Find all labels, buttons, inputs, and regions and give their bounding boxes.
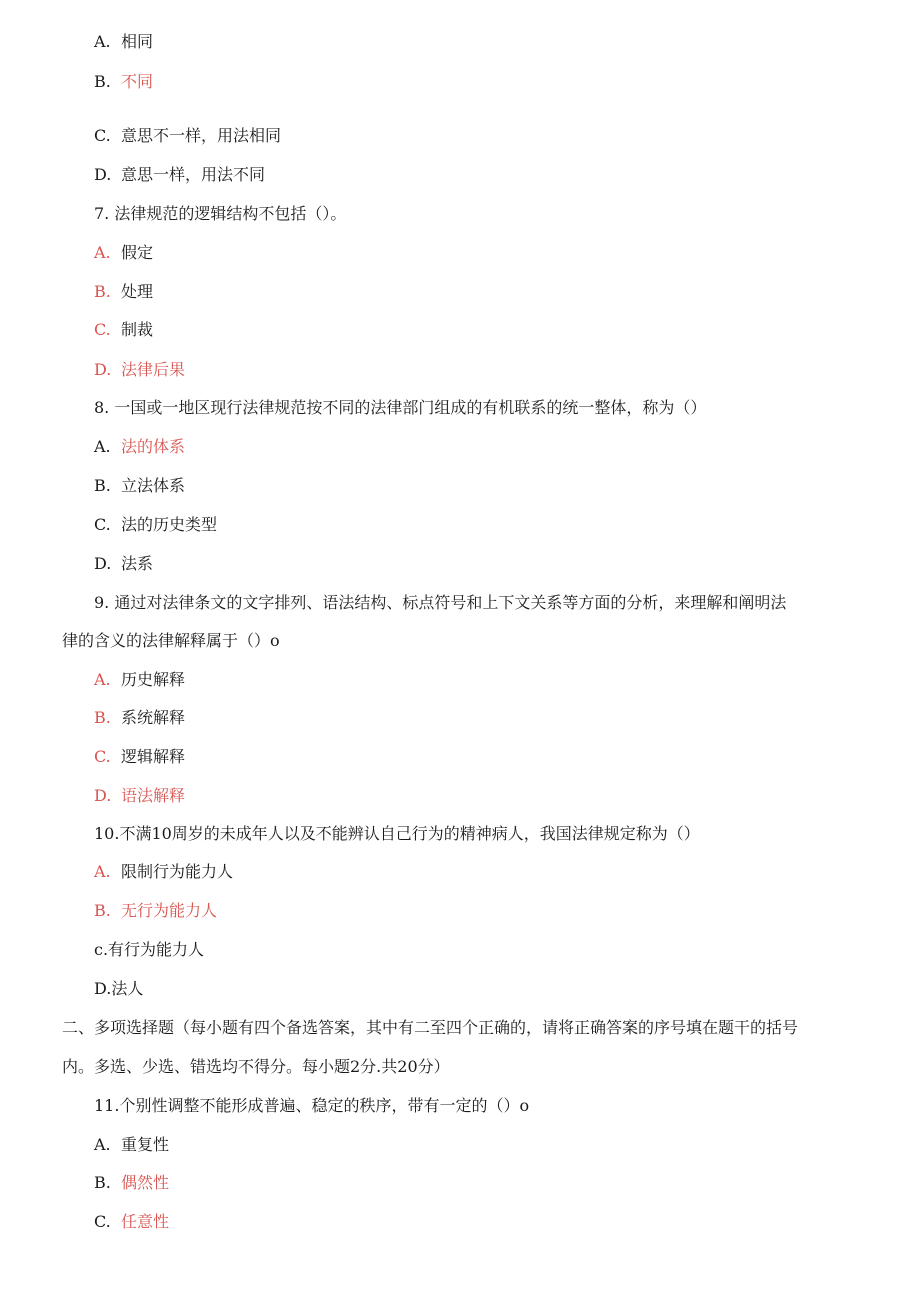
option-letter: A.	[94, 862, 111, 881]
question-continuation: 律的含义的法律解释属于（）o	[62, 631, 280, 650]
answer-option	[94, 554, 153, 574]
question-stem: 7. 法律规范的逻辑结构不包括（）。	[94, 204, 347, 223]
option-text: 系统解释	[121, 708, 186, 727]
option-letter: A.	[94, 670, 111, 689]
option-letter: C.	[94, 747, 111, 766]
option-text: 处理	[121, 282, 154, 301]
question-stem: 8. 一国或一地区现行法律规范按不同的法律部门组成的有机联系的统一整体，称为（）	[94, 398, 707, 417]
answer-option	[94, 72, 153, 92]
option-text: 相同	[121, 32, 154, 51]
answer-option	[94, 515, 217, 535]
option-letter: D.	[94, 786, 112, 805]
answer-option	[94, 670, 185, 690]
option-letter: B.	[94, 901, 111, 920]
option-letter: A.	[94, 1135, 111, 1154]
option-letter: C.	[94, 1212, 111, 1231]
answer-option	[94, 165, 265, 185]
answer-option	[94, 747, 185, 767]
answer-option	[94, 901, 217, 921]
option-letter: C.	[94, 515, 111, 534]
answer-option	[94, 1135, 169, 1155]
option-letter: C.	[94, 126, 111, 145]
option-letter: B.	[94, 72, 111, 91]
option-text: 不同	[121, 72, 154, 91]
option-text: 逻辑解释	[121, 747, 186, 766]
option-text: 立法体系	[121, 476, 186, 495]
option-letter: D.	[94, 360, 112, 379]
answer-option	[94, 360, 185, 380]
section-heading: 二、多项选择题（每小题有四个备选答案，其中有二至四个正确的，请将正确答案的序号填在题干的括号	[62, 1018, 799, 1037]
answer-option	[94, 476, 185, 496]
option-text: 意思一样，用法不同	[121, 165, 266, 184]
option-letter: B.	[94, 708, 111, 727]
option-letter: B.	[94, 476, 111, 495]
option-text: 语法解释	[121, 786, 186, 805]
option-text: 假定	[121, 243, 154, 262]
section-heading: 内。多选、少选、错选均不得分。每小题2分.共20分）	[62, 1057, 450, 1076]
answer-option	[94, 1212, 169, 1232]
answer-option	[94, 786, 185, 806]
answer-option	[94, 708, 185, 728]
option-letter: A.	[94, 32, 111, 51]
option-letter: B.	[94, 282, 111, 301]
answer-option	[94, 32, 153, 52]
option-text: 制裁	[121, 320, 154, 339]
option-text: 偶然性	[121, 1173, 170, 1192]
answer-option: c.有行为能力人	[94, 940, 205, 959]
question-stem: 10.不满10周岁的未成年人以及不能辨认自己行为的精神病人，我国法律规定称为（）	[94, 824, 700, 843]
answer-option	[94, 126, 281, 146]
answer-option	[94, 437, 185, 457]
option-text: 法的历史类型	[121, 515, 218, 534]
option-text: 法的体系	[121, 437, 186, 456]
answer-option	[94, 320, 153, 340]
answer-option	[94, 862, 233, 882]
question-stem: 9. 通过对法律条文的文字排列、语法结构、标点符号和上下文关系等方面的分析，来理解和阐明法	[94, 593, 787, 612]
question-stem: 11.个别性调整不能形成普遍、稳定的秩序，带有一定的（）o	[94, 1096, 530, 1115]
option-text: 重复性	[121, 1135, 170, 1154]
answer-option: D.法人	[94, 979, 144, 998]
option-letter: A.	[94, 243, 111, 262]
answer-option	[94, 282, 153, 302]
option-text: 历史解释	[121, 670, 186, 689]
option-text: 意思不一样，用法相同	[121, 126, 282, 145]
answer-option	[94, 243, 153, 263]
answer-option	[94, 1173, 169, 1193]
option-letter: D.	[94, 165, 112, 184]
option-letter: D.	[94, 554, 112, 573]
option-text: 法律后果	[121, 360, 186, 379]
option-text: 限制行为能力人	[121, 862, 234, 881]
option-letter: B.	[94, 1173, 111, 1192]
option-text: 任意性	[121, 1212, 170, 1231]
option-letter: C.	[94, 320, 111, 339]
option-text: 无行为能力人	[121, 901, 218, 920]
option-text: 法系	[121, 554, 154, 573]
option-letter: A.	[94, 437, 111, 456]
